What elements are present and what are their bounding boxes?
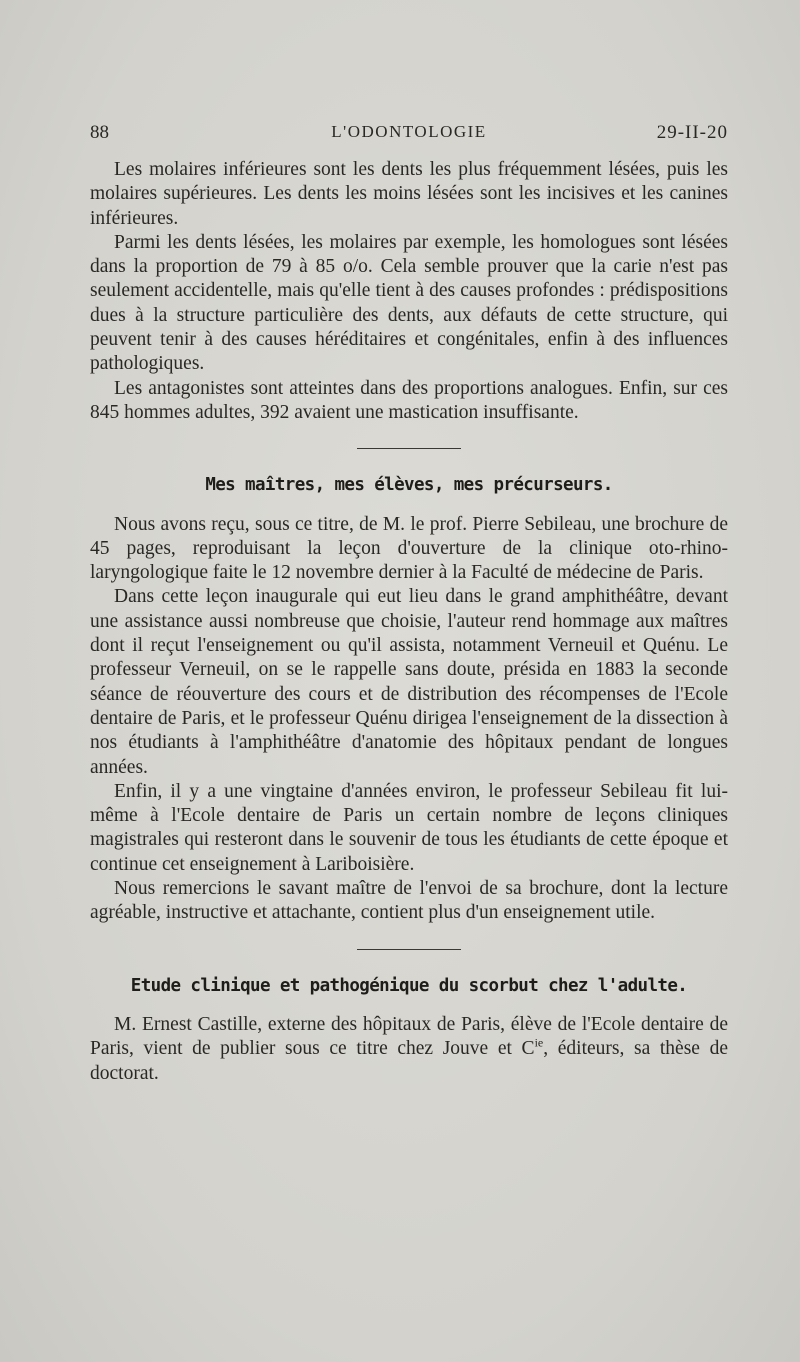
page-number: 88 [90,122,109,143]
superscript: ie [534,1035,544,1050]
paragraph: Nous remercions le savant maître de l'envoi de sa brochure, dont la lecture agréable, instructive et attachante, contient plus d'un enseignement utile. [90,878,728,924]
paragraph: Parmi les dents lésées, les molaires par exemple, les homologues sont lésées dans la proportion de 79 à 85 o/o. Cela semble prouver que la carie n'est pas seulement accidentelle, mais qu'elle tient à des causes profondes : prédispositions dues à la structure particulière des dents, aux défauts de cette structure, qui peuvent tenir à des causes héréditaires et congénitales, enfin à des influences pathologiques. [90,231,728,375]
running-header [90,122,728,146]
paragraph [90,1013,728,1086]
paragraph: Nous avons reçu, sous ce titre, de M. le prof. Pierre Sebileau, une brochure de 45 pages, reproduisant la leçon d'ouverture de la clinique oto-rhino-laryngologique faite le 12 novembre dernier à la Faculté de médecine de Paris. [90,513,728,584]
section-heading: Etude clinique et pathogénique du scorbut chez l'adulte. [130,975,688,996]
paragraph-text: , éditeurs, sa thèse de doctorat. [90,1038,728,1084]
section-divider [357,448,461,449]
paragraph: Les molaires inférieures sont les dents les plus fréquemment lésées, puis les molaires supérieures. Les dents les moins lésées sont les incisives et les canines inférieures. [90,159,728,229]
article-body [90,158,728,1086]
section-divider [357,949,461,950]
paragraph: Dans cette leçon inaugurale qui eut lieu dans le grand amphithéâtre, devant une assistance aussi nombreuse que choisie, l'auteur rend hommage aux maîtres dont il reçut l'enseignement ou qu'il assista, notamment Verneuil et Quénu. Le professeur Verneuil, on se le rappelle sans doute, présida en 1883 la seconde séance de réouverture des cours et de distribution des récompenses de l'Ecole dentaire de Paris, et le professeur Quénu dirigea l'enseignement de la dissection à nos étudiants à l'amphithéâtre d'anatomie des hôpitaux pendant de longues années. [90,586,728,778]
journal-title: L'ODONTOLOGIE [331,122,487,141]
issue-date: 29-II-20 [656,122,728,143]
paragraph: Les antagonistes sont atteintes dans des proportions analogues. Enfin, sur ces 845 hommes adultes, 392 avaient une mastication insuffisante. [90,377,728,423]
section-heading: Mes maîtres, mes élèves, mes précurseurs. [205,475,613,496]
paragraph-text: M. Ernest Castille, externe des hôpitaux de Paris, élève de l'Ecole dentaire de Paris, vient de publier sous ce titre chez Jouve et C [90,1013,728,1060]
paragraph: Enfin, il y a une vingtaine d'années environ, le professeur Sebileau fit lui-même à l'Ecole dentaire de Paris un certain nombre de leçons cliniques magistrales qui resteront dans le souvenir de tous les étudiants de cette époque et continue cet enseignement à Lariboisière. [90,780,728,875]
